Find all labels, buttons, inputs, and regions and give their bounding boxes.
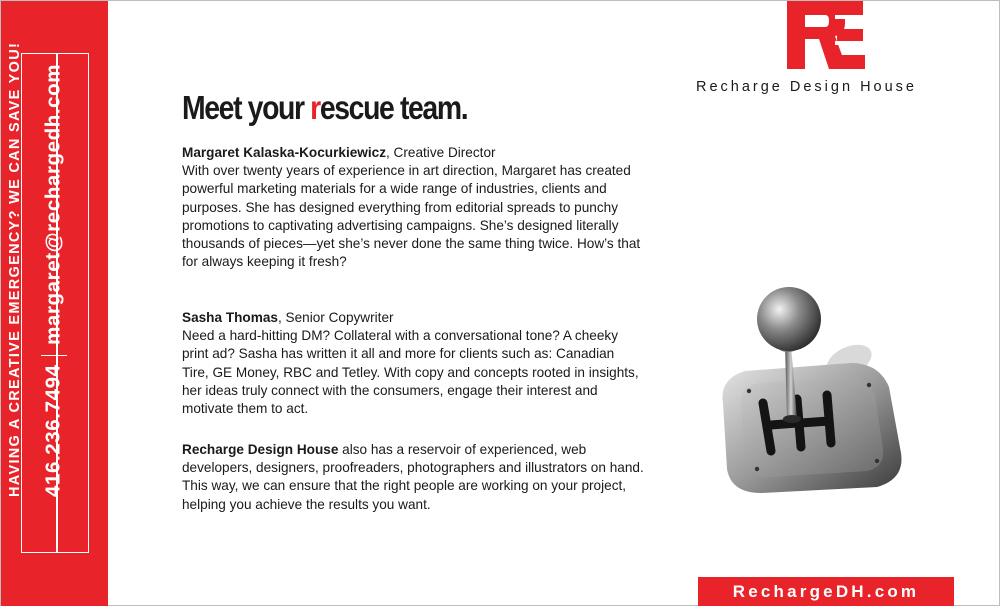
sidebar-band [1,1,108,606]
closing-company: Recharge Design House [182,442,339,457]
contact-separator [41,355,67,357]
team-member-name: Sasha Thomas [182,310,278,325]
website-link[interactable]: RechargeDH.com [698,577,954,606]
re-logo-icon [783,1,865,69]
phone-number[interactable]: 416.236.7494 [41,364,65,497]
sidebar-contact [41,7,67,497]
headline-part-1: Meet your [182,89,311,126]
headline-highlight: r [310,89,320,126]
team-member-heading [182,144,642,162]
email-link[interactable]: margaret@rechargedh.com [41,63,65,345]
team-member-bio [182,309,642,418]
team-member-role: , Senior Copywriter [277,310,394,325]
sidebar-tagline: HAVING A CREATIVE EMERGENCY? WE CAN SAVE YOU! [7,41,23,497]
gear-shifter-icon [701,283,921,503]
headline-part-2: escue team. [319,89,468,126]
team-member-role: , Creative Director [386,145,496,160]
team-member-heading [182,309,642,327]
team-member-name: Margaret Kalaska-Kocurkiewicz [182,145,386,160]
team-member-description: Need a hard-hitting DM? Collateral with a conversational tone? A cheeky print ad? Sasha has written it all and more for clients such as: Canadian Tire, GE Money, RBC and Tetley. With copy and concepts rooted in insights, her ideas truly connect with the consumers, engage their interest and motivate them to act. [182,328,639,417]
brand-name: Recharge Design House [696,79,917,95]
team-member-description: With over twenty years of experience in art direction, Margaret has created powerful marketing materials for a wide range of industries, clients and purposes. She has designed everything from editorial spreads to punchy promotions to captivating advertising campaigns. She’s designed literally thousands of pieces—yet she’s never done the same thing twice. How’s that for always keeping it fresh? [182,163,641,270]
team-member-bio [182,144,642,271]
page-title [182,89,467,127]
closing-text: also has a reservoir of experienced, web developers, designers, proofreaders, photographers and illustrators on hand. This way, we can ensure that the right people are working on your project, helping you achieve the results you want. [182,442,644,512]
closing-paragraph [182,441,652,514]
